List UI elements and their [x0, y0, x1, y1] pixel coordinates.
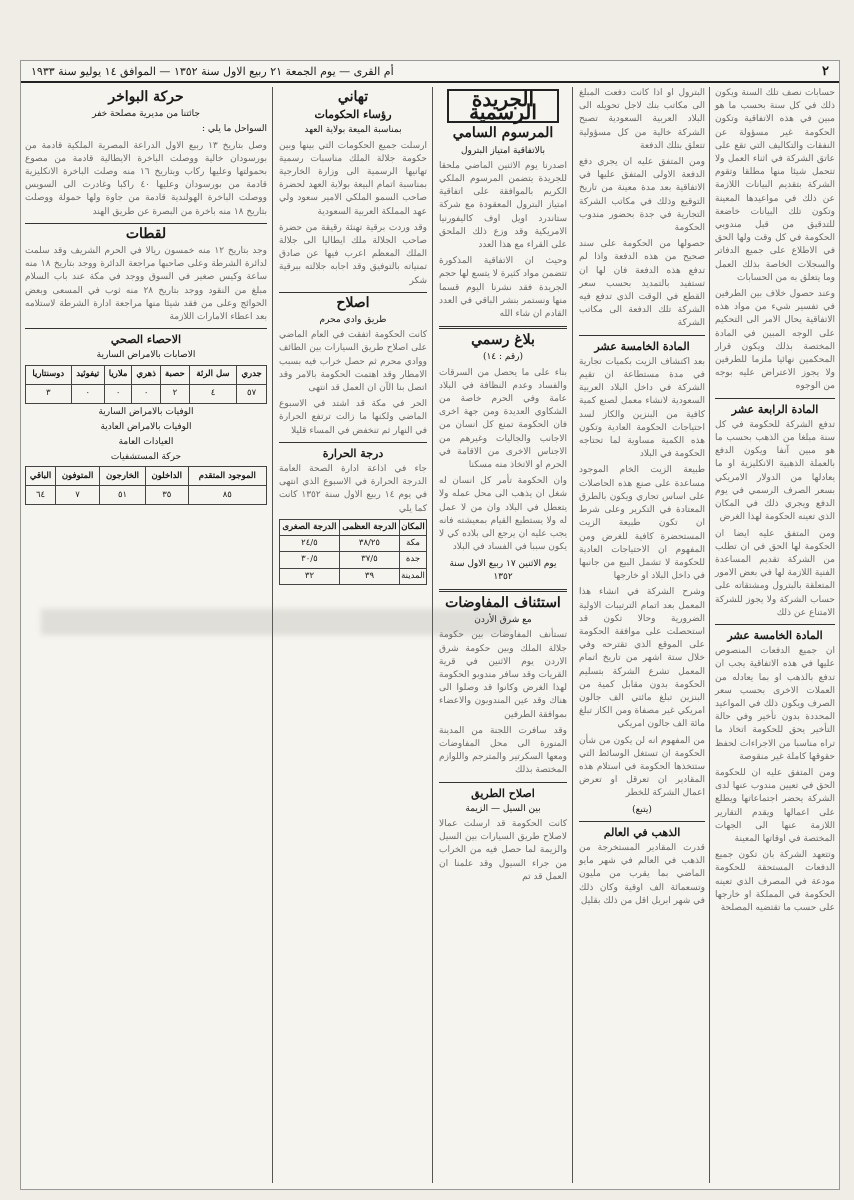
- treaty-heading: المادة الخامسة عشر: [594, 339, 690, 353]
- disease-cell: ٠: [71, 384, 104, 403]
- treaty-column: البترول او اذا كانت دفعت المبلغ الى مكاتب بنك لاجل تحويله الى البلاد العربية السعودية تصبح الشركة خالية من كل مسؤولية تتعلق بتلك الدفعة ومن المتفق عليه ان يجري دفع الدفعة الاولى المتفق عليها في الاتفاقية بعد مدة معينة من تاريخ التوقيع وذلك في مكاتب الشركة التجارية في جدة بحضور مندوب الحكومة حصولها من الحكومة على سند صحيح من هذه الدفعة واذا لم تدفع هذه الدفعة فان لها ان تستفيد بالتمديد بحسب سعر القطع في الوقت الذي تدفع فيه الشركة تلك الدفعة الى مكاتب الشركة المادة الخامسة عشر بعد اكتشاف الزيت بكميات تجارية في مدة مستطاعة ان تقيم الشركة في داخل البلاد العربية السعودية لانشاء معمل لصنع كمية كافية من البنزين والكاز لسد احتياجات الحكومة العادية وتكون هذه الكمية مساوية لما تحتاجه الحكومة في البلاد طبيعة الزيت الخام الموجود مساعدة على صنع هذه الحاصلات على اساس تجاري ويكون بالطرق المعتادة في التكرير وعلى شرط ان تكون طبيعة الزيت المستحضرة كافية للغرض ومن المفهوم ان الاحتياجات العادية للحكومة لا تشمل البيع من جانبها في داخل البلاد او خارجها وشرح الشركة في انشاء هذا المعمل بعد اتمام الترتيبات الاولية الضرورية وحالا تكون قد استحصلت على موافقة الحكومة على الموقع الذي تقترحه وفي خلال ستة اشهر من تاريخ اتمام المعمل تشرع الشركة بتسليم الحكومة بدون مقابل كمية من البنزين تبلغ مائتي الف جالون امريكي غير مصفاة ومن الكاز تبلغ مائة الف جالون امريكي من المفهوم انه لن يكون من شأن الحكومة ان تستغل الوسائط التي ستتخذها الحكومة في استلام هذه المقادير ان تعرقل او تعرض اعمال الشركة للخطر (يتبع) الذهب في العالم قدرت المقادير المستخرجة من الذهب في العالم في شهر مايو الماضي بما يقرب من مليون وتسعمائة الف اوقية وكان ذلك في شهر ابريل اقل من ذلك بقليل: [579, 88, 705, 906]
- repair-subheading: طريق وادي محرم: [319, 315, 387, 326]
- gazette-column: الجريدة الرسمية المرسوم السامي بالاتفاقية امتياز البترول اصدرنا يوم الاثنين الماضي ملحقا للجريدة يتضمن المرسوم الملكي الكريم بالموافقة على اتفاقية امتياز البترول المعقودة مع شركة ستاندرد اويل اوف كاليفورنيا الامريكية وقد وزع ذلك الملحق على القراء مع هذا العدد وحيث ان الاتفاقية المذكورة تتضمن مواد كثيرة لا يتسع لها حجم الجريدة فقد نشرنا اليوم قسما منها ونستمر بنشر الباقي في العدد القادم ان شاء الله بلاغ رسمي (رقم : ١٤) بناء على ما يحصل من السرقات والفساد وعدم النظافة في البلاد عامة وفي الحرم خاصة من الشكاوي العديدة ومن جهة اخرى فان الحكومة تمنع كل انسان من الاجانب والجاليات وغيرهم من الاجناس الاخرى من الاقامة في الحرم او الاتخاذ منه مسكنا وان الحكومة تأمر كل انسان له شغل ان يذهب الى محل عمله ولا يتعطل في البلاد وان من لا عمل له ولا يستطيع القيام بمعيشته فانه يجب عليه ان يرجع الى بلاده كي لا يكون سببا في الفساد في البلاد يوم الاثنين ١٧ ربيع الاول سنة ١٣٥٢ استئناف المفاوضات مع شرق الأردن تستأنف المفاوضات بين حكومة جلالة الملك وبين حكومة شرق الاردن يوم الاثنين في قرية القريات وقد سافر مندوبو الحكومة لهذا الغرض وكانوا قد وصلوا الى هناك وقد عين المندوبون والاعضاء بموافقة الطرفين وقد سافرت اللجنة من المدينة المنورة الى محل المفاوضات ومعها السكرتير والمترجم واللوازم المختصة بذلك اصلاح الطريق بين السيل — الزيمة كانت الحكومة قد ارسلت عمالا لاصلاح طريق السيارات بين السيل والزيمة لما حصل فيه من الخراب من جراء السيول وقد علمنا ان العمل قد تم: [439, 87, 567, 882]
- bulletin-number: (رقم : ١٤): [482, 352, 524, 363]
- disease-col-header: جدري: [237, 365, 267, 384]
- page-number: ٢: [822, 63, 829, 79]
- congrats-occasion: بمناسبة الميعة بولاية العهد: [304, 125, 402, 136]
- temperature-cell: ٣٨/٢٥: [339, 536, 399, 552]
- continued-marker: (يتبع): [632, 804, 652, 815]
- disease-cell: ٤: [189, 384, 236, 403]
- bulletin-date: يوم الاثنين ١٧ ربيع الاول سنة ١٣٥٢: [449, 558, 557, 582]
- table-row: [280, 536, 427, 552]
- hospital-col-header: الخارجون: [100, 467, 146, 486]
- divider: [25, 223, 267, 224]
- disease-cell: ٢: [160, 384, 189, 403]
- ships-intro: السواحل ما يلي :: [202, 124, 267, 135]
- page-header: [21, 61, 839, 83]
- table-row: [26, 384, 267, 403]
- disease-col-header: ذهري: [132, 365, 161, 384]
- temperature-cell: ٣٧/٥: [339, 552, 399, 568]
- divider: [439, 782, 567, 783]
- temperature-col-header: الدرجة العظمى: [339, 519, 399, 535]
- hospital-cell: ٣٥: [146, 486, 189, 505]
- deaths-normal-subheading: الوفيات بالامراض العادية: [100, 421, 192, 432]
- hospital-cell: ٥١: [100, 486, 146, 505]
- ships-column: حركة البواخر جائتنا من مديرية مصلحة خفر السواحل ما يلي : وصل بتاريخ ١٣ ربيع الاول الدراعة المصرية الملكية قادمة من بورسودان خالية ووصلت الباخرة الايطالية قادمة من مصوع بحمولتها وعليها ركاب وبتاريخ ١٦ منه وصلت الباخرة الانكليزية قادمة من بورسودان وعليها ٤٠ راكبا وغادرت الى السويس ووصلت الباخرة الهولندية قادمة من جاوة ولها حمولة ووصلت بتاريخ ١٨ منه باخرة من البصرة عن طريق الهند لقطات وجد بتاريخ ١٢ منه خمسون ريالا في الحرم الشريف وقد سلمت لدائرة الشرطة وعلى صاحبها مراجعة الدائرة ووجد بتاريخ ١٨ منه ساعة وكيس صغير في السوق ووجد في مكة عند باب السلام مبلغ من النقود ووجد بتاريخ ٢٨ منه ثوب في المسعى وبعض الحوائج وعلى من فقد شيئا منها مراجعة ادارة الشرطة لاستلامه بعد اعطاء الامارات اللازمة الاحصاء الصحي الاصابات بالامراض السارية جدري سل الرئة حصبة ذهري ملاريا تيفوئيد دوسنتاريا ٥٧ ٤ ٢ ٠ ٠ ٠ ٣ الوفيات بالامراض السارية الوفيات بالامراض العادية العيادات العامة حركة المستشفيات الموجود المتقدم الداخلون الخارجون المتوفون الباقي ٨٥ ٣٥ ٥١ ٧ ٦٤: [21, 87, 271, 1183]
- gazette-masthead: الجريدة الرسمية: [447, 89, 559, 123]
- hospital-col-header: الموجود المتقدم: [188, 467, 266, 486]
- decree-heading: المرسوم السامي: [452, 125, 554, 142]
- temperature-cell: ٢٤/٥: [280, 536, 340, 552]
- divider: [439, 589, 567, 592]
- disease-table: [25, 365, 267, 404]
- decree-subheading: بالاتفاقية امتياز البترول: [460, 145, 546, 156]
- disease-col-header: سل الرئة: [189, 365, 236, 384]
- hospital-table: [25, 466, 267, 505]
- clinics-subheading: العيادات العامة: [118, 437, 174, 448]
- congrats-subheading: رؤساء الحكومات: [314, 108, 392, 122]
- table-row: [26, 486, 267, 505]
- bulletin-heading: بلاغ رسمي: [471, 332, 535, 349]
- newspaper-page: [20, 60, 840, 1190]
- disease-cell: ٠: [132, 384, 161, 403]
- disease-cell: ٣: [26, 384, 72, 403]
- temperature-col-header: الدرجة الصغرى: [280, 519, 340, 535]
- disease-col-header: دوسنتاريا: [26, 365, 72, 384]
- disease-col-header: تيفوئيد: [71, 365, 104, 384]
- disease-col-header: ملاريا: [104, 365, 131, 384]
- divider: [715, 624, 835, 625]
- divider: [579, 821, 705, 822]
- negotiations-subheading: مع شرق الأردن: [474, 615, 532, 626]
- congrats-heading: تهاني: [337, 89, 369, 105]
- divider: [579, 335, 705, 336]
- issue-line: أم القرى — يوم الجمعة ٢١ ربيع الاول سنة ١٣٥٢ — الموافق ١٤ يوليو سنة ١٩٣٣: [31, 64, 394, 78]
- ships-source: جائتنا من مديرية مصلحة خفر: [92, 109, 200, 120]
- news-column: تهاني رؤساء الحكومات بمناسبة الميعة بولاية العهد ارسلت جميع الحكومات التي بينها وبين حكومة جلالة الملك مناسبات رسمية تهانيها الرسمية الى وزارة الخارجية بمناسبة اتمام البيعة بولاية العهد لحضرة صاحب السمو الملكي الامير سعود ولي عهد المملكة العربية السعودية وقد وردت برقية تهنئة رقيقة من حضرة صاحب الجلالة ملك ايطاليا الى جلالة الملك المعظم اعرب فيها عن صادق تمنياته بالتوفيق وقد اجابه جلالته ببرقية شكر اصلاح طريق وادي محرم كانت الحكومة اتفقت في العام الماضي على اصلاح طريق السيارات بين الطائف ووادي محرم ثم حصل خراب فيه بسبب الامطار وقد اهتمت الحكومة بالامر وقد اتصل بنا الآن ان العمل قد انتهى الحر في مكة قد اشتد في الاسبوع الماضي ولكنها ما زالت ترتفع الحرارة في النهار ثم تنخفض في المساء قليلا درجة الحرارة جاء في اذاعة ادارة الصحة العامة الدرجة الحرارة في الاسبوع الذي انتهى في يوم ١٤ ربيع الاول سنة ١٣٥٢ كانت كما يلي المكان الدرجة العظمى الدرجة الصغرى مكة ٣٨/٢٥ ٢٤/٥ جدة ٣٧/٥ ٣٠/٥ المدينة ٣٩ ٣٢: [275, 87, 431, 1183]
- hospital-cell: ٧: [56, 486, 100, 505]
- ships-heading: حركة البواخر: [108, 89, 184, 105]
- hospital-col-header: الباقي: [26, 467, 56, 486]
- print-smudge: [41, 609, 511, 635]
- divider: [25, 328, 267, 329]
- column-rule: [709, 87, 710, 1183]
- temperature-cell: ٣٠/٥: [280, 552, 340, 568]
- temperature-table: [279, 519, 427, 585]
- divider: [715, 398, 835, 399]
- temperature-cell: مكة: [400, 536, 427, 552]
- snapshots-heading: لقطات: [125, 225, 167, 242]
- temperature-heading: درجة الحرارة: [322, 446, 384, 460]
- divider: [279, 292, 427, 293]
- table-row: [280, 568, 427, 584]
- column-rule: [572, 87, 573, 1183]
- divider: [279, 442, 427, 443]
- table-row: [280, 552, 427, 568]
- hospital-col-header: الداخلون: [146, 467, 189, 486]
- hospital-cell: ٨٥: [188, 486, 266, 505]
- article-heading: المادة الرابعة عشر: [731, 402, 819, 416]
- temperature-col-header: المكان: [400, 519, 427, 535]
- disease-col-header: حصبة: [160, 365, 189, 384]
- hospitals-heading: حركة المستشفيات: [110, 452, 182, 463]
- temperature-cell: جدة: [400, 552, 427, 568]
- article-column: حسابات نصف تلك السنة ويكون ذلك في كل سنة بحسب ما هو مبين في هذه الاتفاقية وتكون الحكومة غير مسؤولة عن النفقات والتكاليف التي تقع على عاتق الشركة في اثناء العمل ولا تتحمل شيئا منها مطلقا وتقوم الشركة بتقديم البيانات اللازمة عن ذلك في مواعيدها المعينة وتكون تلك البيانات خاضعة للتدقيق من قبل مندوبي الحكومة في كل وقت ولها الحق في الاطلاع على جميع الدفاتر والسجلات الخاصة بذلك العمل وما يتعلق به من الحسابات وعند حصول خلاف بين الطرفين في تفسير شيء من مواد هذه الاتفاقية يحال الامر الى التحكيم على الوجه المبين في المادة المختصة بذلك ويكون قرار المحكمين نهائيا ملزما للطرفين ولا يجوز الاعتراض عليه بوجه من الوجوه المادة الرابعة عشر تدفع الشركة للحكومة في كل سنة مبلغا من الذهب بحسب ما هو مبين آنفا ويكون الدفع بالعملة الذهبية الانكليزية او ما يعادلها من الدولار الامريكي بسعر الصرف الرسمي في يوم الدفع ويجري ذلك في المكان الذي تعينه الحكومة لهذا الغرض ومن المتفق عليه ايضا ان الحكومة لها الحق في ان تطلب من الشركة تقديم المساعدة الفنية اللازمة لها في بعض الامور المتعلقة بالبترول ومشتقاته على حساب الشركة ولا يجوز للشركة الامتناع عن ذلك المادة الخامسة عشر ان جميع الدفعات المنصوص عليها في هذه الاتفاقية يجب ان تدفع بالذهب او بما يعادله من العملات الاخرى بحسب سعر الصرف ويكون ذلك في المواعيد المحددة بدون تأخير وفي حالة التأخير يحق للحكومة اتخاذ ما تراه مناسبا من الاجراءات لحفظ حقوقها كاملة غير منقوصة ومن المتفق عليه ان للحكومة الحق في تعيين مندوب عنها لدى الشركة يحضر اجتماعاتها ويطلع على اعمالها ويقدم التقارير اللازمة عنها الى الجهات المختصة في اوقاتها المعينة وتتعهد الشركة بان تكون جميع الدفعات المستحقة للحكومة مودعة في المصرف الذي تعينه الحكومة في المملكة او خارجها على حسب ما تقتضيه المصلحة: [715, 88, 835, 913]
- gold-heading: الذهب في العالم: [603, 825, 681, 839]
- column-rule: [272, 87, 273, 1183]
- road-subheading: بين السيل — الزيمة: [465, 803, 541, 814]
- temperature-cell: المدينة: [400, 568, 427, 584]
- health-stats-subheading: الاصابات بالامراض السارية: [96, 350, 196, 361]
- deaths-subheading: الوفيات بالامراض السارية: [98, 406, 194, 417]
- disease-cell: ٥٧: [237, 384, 267, 403]
- repair-heading: اصلاح: [336, 294, 370, 311]
- road-heading: اصلاح الطريق: [471, 786, 535, 800]
- article-heading: المادة الخامسة عشر: [727, 628, 823, 642]
- health-stats-heading: الاحصاء الصحي: [110, 333, 182, 347]
- temperature-cell: ٣٩: [339, 568, 399, 584]
- hospital-cell: ٦٤: [26, 486, 56, 505]
- column-rule: [432, 87, 433, 1183]
- hospital-col-header: المتوفون: [56, 467, 100, 486]
- disease-cell: ٠: [104, 384, 131, 403]
- divider: [439, 326, 567, 329]
- temperature-cell: ٣٢: [280, 568, 340, 584]
- negotiations-heading: استئناف المفاوضات: [445, 594, 561, 611]
